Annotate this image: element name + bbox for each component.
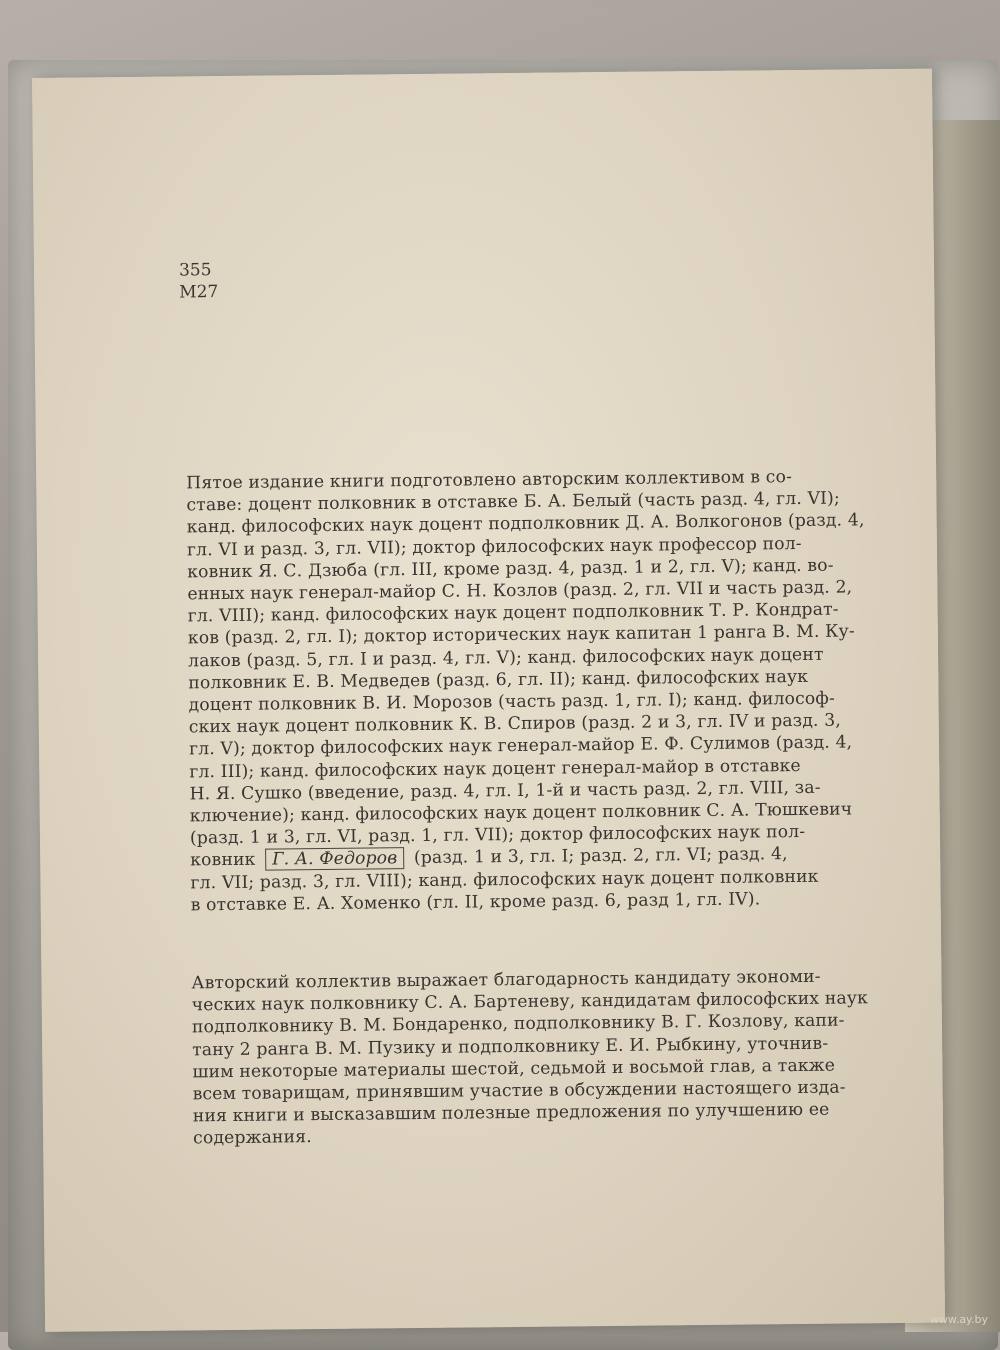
text-line: в отставке Е. А. Хоменко (гл. II, кроме разд. 6, разд 1, гл. IV). xyxy=(190,889,761,916)
acknowledgement-paragraph xyxy=(191,965,933,1150)
index-udc: 355 xyxy=(178,260,212,281)
text-line: енных наук генерал-майор С. Н. Козлов (разд. 2, гл. VII и часть разд. 2, xyxy=(187,577,853,605)
line-prefix: ковник xyxy=(190,850,256,871)
boxed-author-name: Г. А. Федоров xyxy=(265,848,404,871)
library-index xyxy=(179,259,219,303)
text-line: подполковнику В. М. Бондаренко, подполковнику В. Г. Козлову, капи- xyxy=(191,1010,845,1038)
authors-paragraph xyxy=(186,465,911,917)
text-line: Авторский коллектив выражает благодарность кандидату экономи- xyxy=(191,966,821,994)
text-line: канд. философских наук доцент подполковник Д. А. Волкогонов (разд. 4, xyxy=(186,510,865,538)
text-line: гл. VI и разд. 3, гл. VII); доктор философских наук профессор пол- xyxy=(186,533,802,561)
text-line: ков (разд. 2, гл. I); доктор исторических наук капитан 1 ранга В. М. Ку- xyxy=(187,621,855,649)
text-line: (разд. 1 и 3, гл. VI, разд. 1, гл. VII); доктор философских наук пол- xyxy=(189,822,806,849)
text-line: доцент полковник В. И. Морозов (часть разд. 1, гл. I); канд. философ- xyxy=(188,688,836,716)
text-line: ческих наук полковнику С. А. Бартеневу, кандидатам философских наук xyxy=(191,988,869,1016)
watermark: www.ay.by xyxy=(929,1313,988,1326)
text-line: ковник Я. С. Дзюба (гл. III, кроме разд. 4, разд. 1 и 2, гл. V); канд. во- xyxy=(187,555,834,583)
text-line: ния книги и высказавшим полезные предложения по улучшению ее xyxy=(192,1099,830,1127)
text-line: лаков (разд. 5, гл. I и разд. 4, гл. V); канд. философских наук доцент xyxy=(188,644,824,672)
text-line: Н. Я. Сушко (введение, разд. 4, гл. I, 1-й и часть разд. 2, гл. VIII, за- xyxy=(189,777,821,805)
text-line: ставе: доцент полковник в отставке Б. А. Белый (часть разд. 4, гл. VI); xyxy=(186,488,840,516)
text-line: гл. III); канд. философских наук доцент генерал-майор в отставке xyxy=(189,755,801,783)
text-line: ских наук доцент полковник К. В. Спиров (разд. 2 и 3, гл. IV и разд. 3, xyxy=(188,710,842,738)
text-line: Пятое издание книги подготовлено авторским коллективом в со- xyxy=(186,467,793,494)
text-line: тану 2 ранга В. М. Пузику и подполковнику Е. И. Рыбкину, уточнив- xyxy=(192,1033,829,1060)
text-line: гл. VIII); канд. философских наук доцент подполковник Т. Р. Кондрат- xyxy=(187,599,839,627)
index-author-mark: М27 xyxy=(179,282,219,303)
text-line: гл. V); доктор философских наук генерал-майор Е. Ф. Сулимов (разд. 4, xyxy=(188,732,853,760)
text-line: шим некоторые материалы шестой, седьмой и восьмой глав, а также xyxy=(192,1055,836,1083)
text-line: полковник Е. В. Медведев (разд. 6, гл. II); канд. философских наук xyxy=(188,666,809,694)
text-line: ключение); канд. философских наук доцент полковник С. А. Тюшкевич xyxy=(189,799,853,827)
line-suffix: (разд. 1 и 3, гл. I; разд. 2, гл. VI; разд. 4, xyxy=(413,844,788,869)
book-page xyxy=(32,69,945,1332)
text-line: содержания. xyxy=(193,1127,312,1149)
text-line: гл. VII; разд. 3, гл. VIII); канд. философских наук доцент полковник xyxy=(190,866,819,894)
text-line: всем товарищам, принявшим участие в обсуждении настоящего изда- xyxy=(192,1077,846,1105)
